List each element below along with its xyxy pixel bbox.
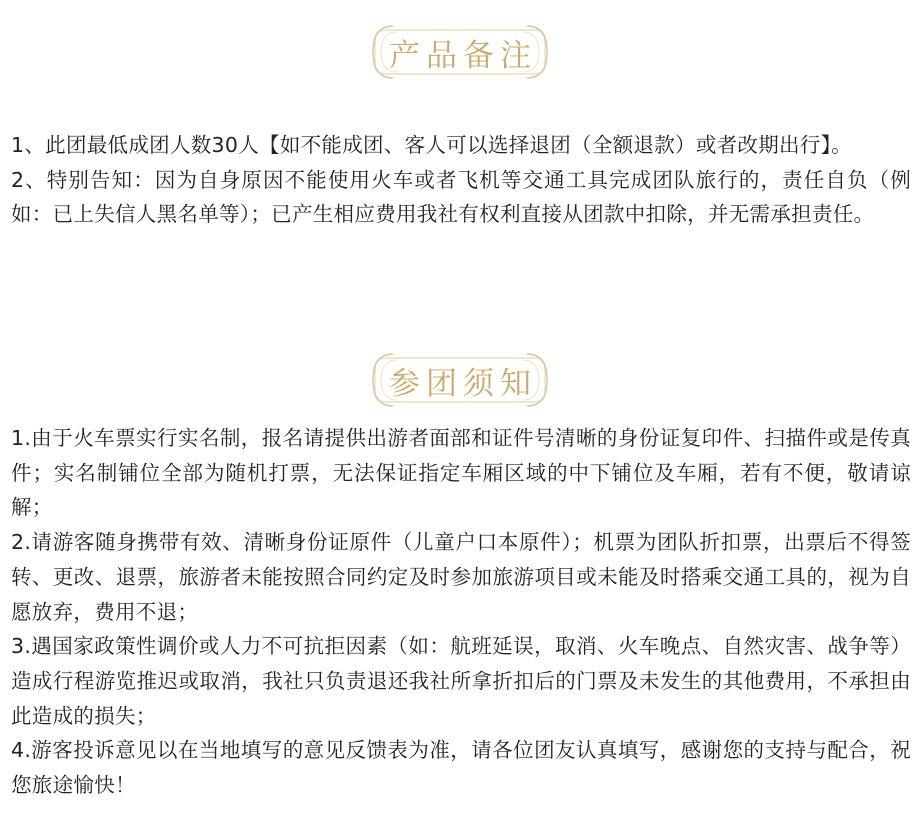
list-item: 3.遇国家政策性调价或人力不可抗拒因素（如：航班延误，取消、火车晚点、自然灾害、战争等）造成行程游览推迟或取消，我社只负责退还我社所拿折扣后的门票及未发生的其他费用，不承担由此造成的损失； bbox=[11, 634, 911, 728]
section-header-tour-notice bbox=[0, 350, 920, 410]
section-title: 产品备注 bbox=[389, 37, 537, 74]
title-badge bbox=[371, 24, 549, 80]
section-header-product-notes bbox=[0, 22, 920, 82]
list-item: 2.请游客随身携带有效、清晰身份证原件（儿童户口本原件）；机票为团队折扣票，出票后不得签转、更改、退票，旅游者未能按照合同约定及时参加旅游项目或未能及时搭乘交通工具的，视为自愿放弃，费用不退； bbox=[11, 530, 911, 624]
list-item: 1.由于火车票实行实名制，报名请提供出游者面部和证件号清晰的身份证复印件、扫描件或是传真件；实名制铺位全部为随机打票，无法保证指定车厢区域的中下铺位及车厢，若有不便，敬请谅解； bbox=[11, 426, 911, 520]
list-item: 2、特别告知：因为自身原因不能使用火车或者飞机等交通工具完成团队旅行的，责任自负（例如：已上失信人黑名单等）；已产生相应费用我社有权利直接从团款中扣除，并无需承担责任。 bbox=[11, 167, 911, 227]
tour-notice-content bbox=[11, 421, 911, 803]
product-notes-content bbox=[11, 128, 911, 232]
section-title: 参团须知 bbox=[389, 365, 537, 402]
list-item: 1、此团最低成团人数30人【如不能成团、客人可以选择退团（全额退款）或者改期出行】。 bbox=[11, 133, 852, 157]
list-item: 4.游客投诉意见以在当地填写的意见反馈表为准，请各位团友认真填写，感谢您的支持与配合，祝您旅途愉快！ bbox=[11, 738, 911, 798]
title-badge bbox=[371, 352, 549, 408]
